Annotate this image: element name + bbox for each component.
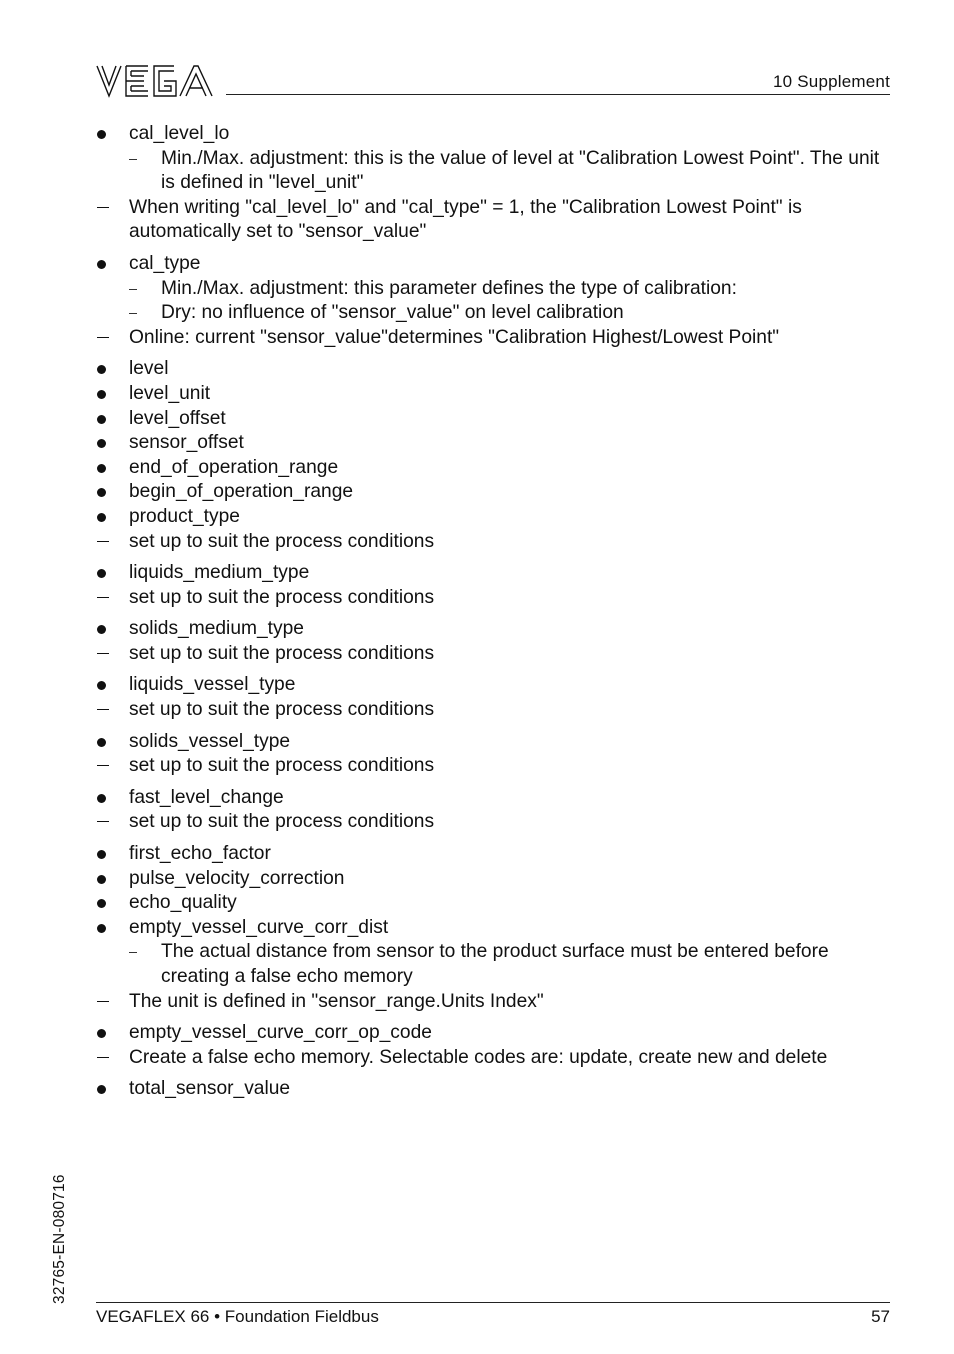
header-rule xyxy=(226,94,890,95)
item-text: empty_vessel_curve_corr_dist xyxy=(129,916,389,938)
list-spacer xyxy=(96,779,896,786)
parameter-item xyxy=(96,431,896,456)
list-spacer xyxy=(96,245,896,252)
item-text: cal_type xyxy=(129,252,201,274)
item-text: Online: current "sensor_value"determines "Calibration Highest/Lowest Point" xyxy=(129,326,780,348)
parameter-subnote xyxy=(96,940,896,989)
dash-marker-icon xyxy=(97,541,109,542)
bullet-dot-icon xyxy=(97,1085,106,1094)
parameter-subnote xyxy=(96,147,896,196)
bullet-dot-icon xyxy=(97,875,106,884)
item-text: level xyxy=(129,358,169,380)
item-text: begin_of_operation_range xyxy=(129,481,354,503)
document-code: 32765-EN-080716 xyxy=(51,1174,68,1304)
parameter-item xyxy=(96,842,896,867)
list-spacer xyxy=(96,610,896,617)
item-text: Create a false echo memory. Selectable codes are: update, create new and delete xyxy=(129,1046,828,1068)
dash-marker-icon xyxy=(97,597,109,598)
item-text: fast_level_change xyxy=(129,786,284,808)
parameter-item xyxy=(96,357,896,382)
parameter-item xyxy=(96,252,896,277)
bullet-dot-icon xyxy=(97,415,106,424)
bullet-dot-icon xyxy=(97,488,106,497)
dash-marker-icon xyxy=(97,207,109,208)
dash-marker-icon xyxy=(97,765,109,766)
parameter-note xyxy=(96,642,896,667)
footer-rule xyxy=(96,1302,890,1303)
subdash-marker-icon xyxy=(129,952,137,953)
bullet-dot-icon xyxy=(97,513,106,522)
bullet-dot-icon xyxy=(97,130,106,139)
list-spacer xyxy=(96,723,896,730)
dash-marker-icon xyxy=(97,337,109,338)
parameter-item xyxy=(96,786,896,811)
item-text: level_unit xyxy=(129,382,211,404)
list-spacer xyxy=(96,350,896,357)
item-text: set up to suit the process conditions xyxy=(129,642,435,664)
item-text: When writing "cal_level_lo" and "cal_type" = 1, the "Calibration Lowest Point" is automatically set to "sensor_value" xyxy=(129,196,802,243)
item-text: The actual distance from sensor to the product surface must be entered before creating a false echo memory xyxy=(161,941,829,987)
parameter-note xyxy=(96,196,896,245)
bullet-dot-icon xyxy=(97,681,106,690)
bullet-dot-icon xyxy=(97,569,106,578)
item-text: end_of_operation_range xyxy=(129,456,339,478)
dash-marker-icon xyxy=(97,653,109,654)
parameter-item xyxy=(96,891,896,916)
list-spacer xyxy=(96,1070,896,1077)
parameter-item xyxy=(96,122,896,147)
bullet-dot-icon xyxy=(97,738,106,747)
parameter-subnote xyxy=(96,301,896,326)
parameter-item xyxy=(96,1077,896,1102)
item-text: level_offset xyxy=(129,407,226,429)
bullet-dot-icon xyxy=(97,260,106,269)
subdash-marker-icon xyxy=(129,313,137,314)
list-spacer xyxy=(96,1014,896,1021)
parameter-item xyxy=(96,382,896,407)
bullet-dot-icon xyxy=(97,390,106,399)
parameter-note xyxy=(96,698,896,723)
item-text: set up to suit the process conditions xyxy=(129,811,435,833)
bullet-dot-icon xyxy=(97,464,106,473)
item-text: liquids_vessel_type xyxy=(129,674,296,696)
item-text: cal_level_lo xyxy=(129,123,230,144)
item-text: The unit is defined in "sensor_range.Units Index" xyxy=(129,990,544,1012)
item-text: set up to suit the process conditions xyxy=(129,530,435,552)
item-text: pulse_velocity_correction xyxy=(129,867,345,889)
footer-title: VEGAFLEX 66 • Foundation Fieldbus xyxy=(96,1307,379,1326)
parameter-item xyxy=(96,505,896,530)
list-spacer xyxy=(96,666,896,673)
parameter-item xyxy=(96,673,896,698)
bullet-dot-icon xyxy=(97,439,106,448)
bullet-dot-icon xyxy=(97,850,106,859)
bullet-dot-icon xyxy=(97,924,106,933)
parameter-item xyxy=(96,456,896,481)
parameter-item xyxy=(96,867,896,892)
item-text: liquids_medium_type xyxy=(129,562,310,584)
item-text: total_sensor_value xyxy=(129,1078,291,1100)
parameter-item xyxy=(96,480,896,505)
item-text: Dry: no influence of "sensor_value" on level calibration xyxy=(161,302,624,324)
parameter-note xyxy=(96,586,896,611)
item-text: set up to suit the process conditions xyxy=(129,699,435,721)
bullet-dot-icon xyxy=(97,899,106,908)
vega-logo xyxy=(96,64,214,98)
item-text: solids_vessel_type xyxy=(129,730,291,752)
item-text: empty_vessel_curve_corr_op_code xyxy=(129,1022,432,1044)
parameter-note xyxy=(96,326,896,351)
item-text: Min./Max. adjustment: this is the value of level at "Calibration Lowest Point". The unit is defined in "level_unit" xyxy=(161,147,880,194)
dash-marker-icon xyxy=(97,1001,109,1002)
parameter-subnote xyxy=(96,277,896,302)
item-text: sensor_offset xyxy=(129,432,244,454)
parameter-note xyxy=(96,754,896,779)
dash-marker-icon xyxy=(97,821,109,822)
item-text: product_type xyxy=(129,505,240,527)
page-number: 57 xyxy=(871,1307,890,1326)
item-text: Min./Max. adjustment: this parameter defines the type of calibration: xyxy=(161,277,737,299)
bullet-dot-icon xyxy=(97,365,106,374)
parameter-item xyxy=(96,617,896,642)
parameter-item xyxy=(96,730,896,755)
parameter-item xyxy=(96,561,896,586)
bullet-dot-icon xyxy=(97,794,106,803)
section-label: 10 Supplement xyxy=(773,72,890,91)
item-text: set up to suit the process conditions xyxy=(129,755,435,777)
list-spacer xyxy=(96,835,896,842)
parameter-item xyxy=(96,407,896,432)
parameter-note xyxy=(96,990,896,1015)
subdash-marker-icon xyxy=(129,159,137,160)
parameter-item xyxy=(96,1021,896,1046)
parameter-item xyxy=(96,916,896,941)
bullet-dot-icon xyxy=(97,625,106,634)
item-text: set up to suit the process conditions xyxy=(129,586,435,608)
parameter-list xyxy=(96,122,896,1102)
parameter-note xyxy=(96,1046,896,1071)
parameter-note xyxy=(96,810,896,835)
list-spacer xyxy=(96,554,896,561)
item-text: solids_medium_type xyxy=(129,618,304,640)
dash-marker-icon xyxy=(97,1057,109,1058)
subdash-marker-icon xyxy=(129,289,137,290)
item-text: first_echo_factor xyxy=(129,843,271,865)
parameter-note xyxy=(96,530,896,555)
item-text: echo_quality xyxy=(129,892,237,914)
bullet-dot-icon xyxy=(97,1029,106,1038)
dash-marker-icon xyxy=(97,709,109,710)
